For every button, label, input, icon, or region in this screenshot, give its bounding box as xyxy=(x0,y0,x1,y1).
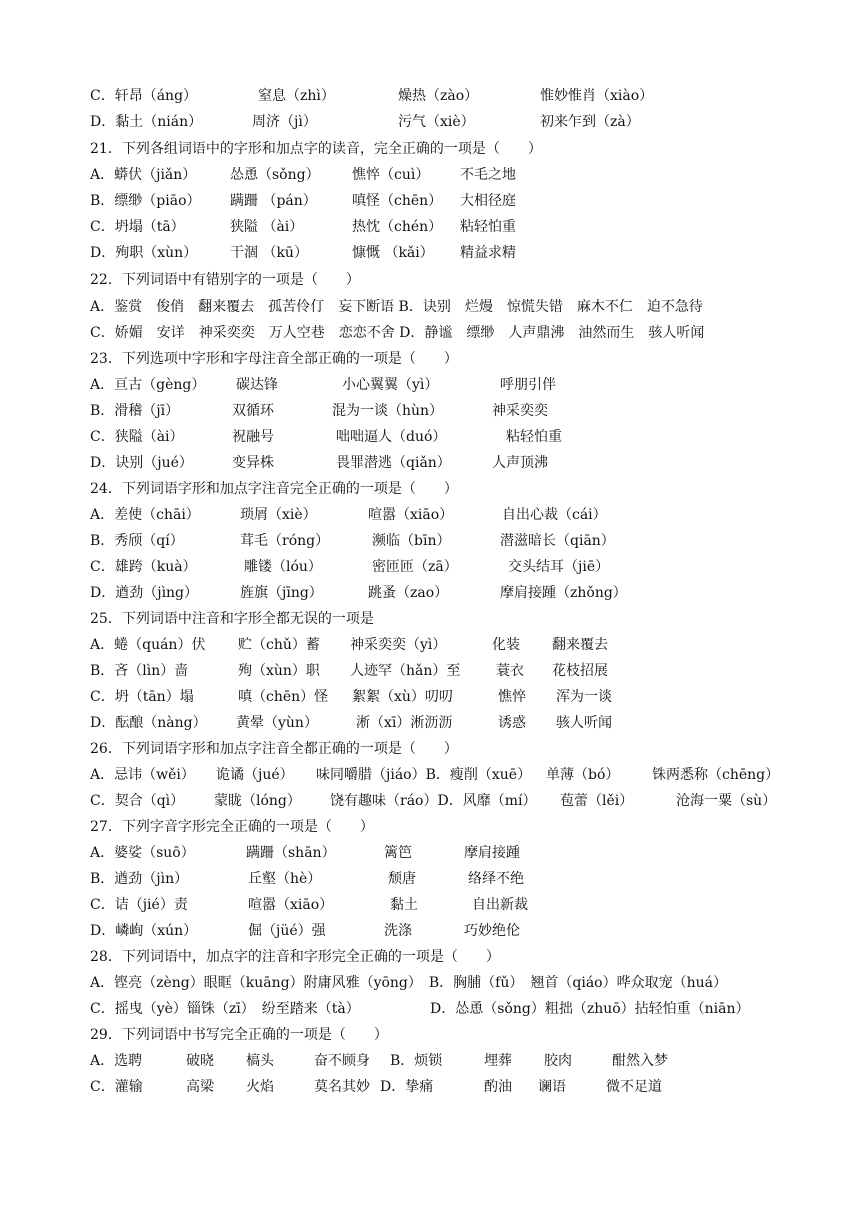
option-text: 黄晕（yùn） xyxy=(236,715,318,731)
option-text: 化装 xyxy=(492,637,520,653)
option-text: 变异株 xyxy=(232,455,274,471)
option-text: 畏罪潜逃（qiǎn） xyxy=(336,455,451,471)
option-text: 丘壑（hè） xyxy=(248,871,322,887)
option-text: 埋葬 xyxy=(484,1053,512,1069)
option-text: 慷慨 （kǎi） xyxy=(352,245,434,261)
question-text: 29．下列词语中书写完全正确的一项是（ ） xyxy=(90,1027,388,1043)
option-text: 嗔怪（chēn） xyxy=(352,193,443,209)
option-text: 沧海一粟（sù） xyxy=(676,793,777,809)
option-text: 呼朋引伴 xyxy=(500,377,556,393)
option-text: D．怂恿（sǒng）粗拙（zhuō）拈轻怕重（niān） xyxy=(430,1001,750,1017)
option-text: 混为一谈（hùn） xyxy=(332,403,444,419)
option-text: 喧嚣（xiāo） xyxy=(248,897,334,913)
option-text: C．摇曳（yè）锱铢（zī） 纷至踏来（tà） xyxy=(90,1001,360,1017)
option-text: 摩肩接踵（zhǒng） xyxy=(500,585,627,601)
option-text: D．嶙峋（xún） xyxy=(90,923,198,939)
option-text: 高梁 xyxy=(186,1079,214,1095)
option-text: 摩肩接踵 xyxy=(464,845,520,861)
option-text: 味同嚼腊（jiáo）B．瘦削（xuē） xyxy=(316,767,532,783)
option-text: 莫名其妙 xyxy=(314,1079,370,1095)
option-text: 人迹罕（hǎn）至 xyxy=(350,663,461,679)
option-text: 诱惑 xyxy=(498,715,526,731)
option-text: 谰语 xyxy=(538,1079,566,1095)
question-text: 28．下列词语中，加点字的注音和字形完全正确的一项是（ ） xyxy=(90,949,500,965)
option-text: 火焰 xyxy=(246,1079,274,1095)
option-text: 碳达锋 xyxy=(236,377,278,393)
option-text: D．诀别（jué） xyxy=(90,455,193,471)
option-text: 花枝招展 xyxy=(552,663,608,679)
option-text: 茸毛（róng） xyxy=(240,533,330,549)
option-text: 铢两悉称（chēng） xyxy=(652,767,780,783)
option-text: 跳蚤（zao） xyxy=(368,585,449,601)
option-text: A．婆娑（suō） xyxy=(90,845,195,861)
option-text: 污气（xiè） xyxy=(398,114,475,130)
option-text: 倔（jüé）强 xyxy=(248,923,326,939)
option-text: 怂恿（sǒng） xyxy=(230,167,320,183)
option-text: 微不足道 xyxy=(606,1079,662,1095)
option-text: 酣然入梦 xyxy=(612,1053,668,1069)
option-text: C．契合（qì） xyxy=(90,793,185,809)
question-text: 22．下列词语中有错别字的一项是（ ） xyxy=(90,272,360,288)
option-text: D．黏土（nián） xyxy=(90,114,203,130)
option-text: 精益求精 xyxy=(460,245,516,261)
option-text: 初来乍到（zà） xyxy=(540,114,640,130)
option-text: 神采奕奕（yì） xyxy=(350,637,447,653)
question-text: 23．下列选项中字形和字母注音全部正确的一项是（ ） xyxy=(90,351,458,367)
option-text: 嗔（chēn）怪 xyxy=(238,689,329,705)
option-text: 憔悴 xyxy=(498,689,526,705)
option-text: 骇人听闻 xyxy=(556,715,612,731)
option-text: B．秀颀（qí） xyxy=(90,533,184,549)
option-text: 潜滋暗长（qiān） xyxy=(500,533,615,549)
option-text: 巧妙绝伦 xyxy=(464,923,520,939)
option-text: D．殉职（xùn） xyxy=(90,245,198,261)
question-text: 25．下列词语中注音和字形全都无误的一项是 xyxy=(90,611,374,627)
option-text: C．娇媚 安详 神采奕奕 万人空巷 恋恋不舍 D．静谧 缥缈 人声鼎沸 油然而生 骇人听闻 xyxy=(90,325,705,341)
option-text: C．坍（tān）塌 xyxy=(90,689,194,705)
option-text: 饶有趣味（ráo）D．风靡（mí） xyxy=(330,793,537,809)
option-text: A．铿亮（zèng）眼眶（kuāng）附庸风雅（yōng） B．胸脯（fǔ） 翘首（qiáo）哗众取宠（huá） xyxy=(90,975,727,991)
option-text: 不毛之地 xyxy=(460,167,516,183)
option-text: D．遒劲（jìng） xyxy=(90,585,199,601)
option-text: B．滑稽（jī） xyxy=(90,403,180,419)
option-text: 槁头 xyxy=(246,1053,274,1069)
option-text: 小心翼翼（yì） xyxy=(342,377,439,393)
option-text: 贮（chǔ）蓄 xyxy=(238,637,320,653)
question-text: 26．下列词语字形和加点字注音全都正确的一项是（ ） xyxy=(90,741,458,757)
option-text: C．轩昂（áng） xyxy=(90,88,198,104)
option-text: 酌油 xyxy=(484,1079,512,1095)
option-text: 胶肉 xyxy=(544,1053,572,1069)
option-text: 憔悴（cuì） xyxy=(352,167,430,183)
option-text: 燥热（zào） xyxy=(398,88,479,104)
option-text: C．诘（jié）责 xyxy=(90,897,188,913)
option-text: A．鉴赏 俊俏 翻来覆去 孤苦伶仃 妄下断语 B．诀别 烂熳 惊慌失错 麻木不仁 迫不急待 xyxy=(90,299,703,315)
option-text: 周济（jì） xyxy=(252,114,317,130)
option-text: C．雄跨（kuà） xyxy=(90,559,197,575)
option-text: 琐屑（xiè） xyxy=(240,507,317,523)
option-text: 喧嚣（xiāo） xyxy=(368,507,454,523)
option-text: 双循环 xyxy=(232,403,274,419)
option-text: 咄咄逼人（duó） xyxy=(336,429,447,445)
option-text: 旌旗（jīng） xyxy=(240,585,323,601)
option-text: 蹒跚 （pán） xyxy=(230,193,317,209)
option-text: 大相径庭 xyxy=(460,193,516,209)
option-text: 神采奕奕 xyxy=(492,403,548,419)
option-text: 颓唐 xyxy=(388,871,416,887)
option-text: 翻来覆去 xyxy=(552,637,608,653)
option-text: 雕镂（lóu） xyxy=(244,559,322,575)
option-text: 密匝匝（zā） xyxy=(372,559,458,575)
option-text: A．蜷（quán）伏 xyxy=(90,637,206,653)
option-text: D．挚痛 xyxy=(380,1079,434,1095)
option-text: D．酝酿（nàng） xyxy=(90,715,207,731)
option-text: 自出新裁 xyxy=(472,897,528,913)
option-text: B．遒劲（jìn） xyxy=(90,871,189,887)
option-text: 黏土 xyxy=(390,897,418,913)
option-text: B．烦锁 xyxy=(390,1053,443,1069)
option-text: A．选聘 xyxy=(90,1053,143,1069)
option-text: 浑为一谈 xyxy=(556,689,612,705)
option-text: 蒙眬（lóng） xyxy=(214,793,301,809)
option-text: C．狭隘（ài） xyxy=(90,429,184,445)
option-text: 络绎不绝 xyxy=(468,871,524,887)
option-text: A．忌讳（wěi） xyxy=(90,767,195,783)
option-text: 粘轻怕重 xyxy=(460,219,516,235)
option-text: 狭隘 （ài） xyxy=(230,219,304,235)
option-text: 热忱（chén） xyxy=(352,219,443,235)
question-text: 21．下列各组词语中的字形和加点字的读音，完全正确的一项是（ ） xyxy=(90,141,542,157)
option-text: 破晓 xyxy=(186,1053,214,1069)
option-text: C．灌输 xyxy=(90,1079,143,1095)
option-text: 淅（xī）淅沥沥 xyxy=(356,715,453,731)
option-text: C．坍塌（tā） xyxy=(90,219,185,235)
option-text: B．缥缈（piāo） xyxy=(90,193,201,209)
option-text: 交头结耳（jiē） xyxy=(508,559,610,575)
option-text: 洗涤 xyxy=(384,923,412,939)
option-text: 干涸 （kū） xyxy=(230,245,308,261)
option-text: 人声顶沸 xyxy=(492,455,548,471)
option-text: 蓑衣 xyxy=(496,663,524,679)
option-text: 苞蕾（lěi） xyxy=(560,793,634,809)
option-text: 诡谲（jué） xyxy=(216,767,294,783)
option-text: 惟妙惟肖（xiào） xyxy=(540,88,654,104)
option-text: 窒息（zhì） xyxy=(258,88,335,104)
option-text: 絮絮（xù）叨叨 xyxy=(352,689,453,705)
option-text: 奋不顾身 xyxy=(314,1053,370,1069)
option-text: 殉（xùn）职 xyxy=(238,663,320,679)
option-text: 篱笆 xyxy=(384,845,412,861)
question-text: 27．下列字音字形完全正确的一项是（ ） xyxy=(90,819,374,835)
option-text: 祝融号 xyxy=(232,429,274,445)
option-text: A．亘古（gèng） xyxy=(90,377,206,393)
question-text: 24．下列词语字形和加点字注音完全正确的一项是（ ） xyxy=(90,481,458,497)
option-text: 自出心裁（cái） xyxy=(502,507,607,523)
option-text: 濒临（bīn） xyxy=(372,533,451,549)
option-text: B．吝（lìn）啬 xyxy=(90,663,189,679)
option-text: 蹒跚（shān） xyxy=(246,845,336,861)
option-text: A．差使（chāi） xyxy=(90,507,200,523)
option-text: 单薄（bó） xyxy=(546,767,620,783)
option-text: 粘轻怕重 xyxy=(506,429,562,445)
option-text: A．蟒伏（jiǎn） xyxy=(90,167,197,183)
